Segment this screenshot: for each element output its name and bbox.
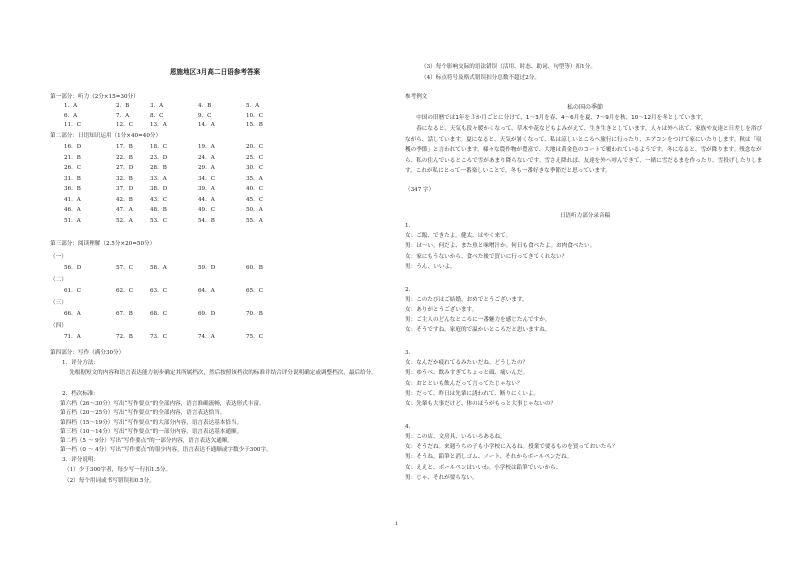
- answer-cell: 13．A: [150, 122, 167, 128]
- answer-cell: 8．C: [150, 112, 164, 119]
- answer-cell: 42．B: [116, 196, 133, 203]
- scoring-note-item: （3）每个影响交际的语法错误（活用、时态、助词、句型等）扣1分。: [421, 64, 596, 70]
- level-standard-item: 第六档（26～30分）写出“写作要点”的全部内容，语言准确流畅，表达形式丰富。: [60, 401, 265, 407]
- answer-cell: 4．B: [198, 103, 212, 109]
- dialogue-number: 1.: [405, 223, 411, 229]
- answer-cell: 74．A: [198, 334, 215, 340]
- answer-cell: 70．B: [246, 311, 263, 317]
- answer-cell: 36．B: [64, 186, 81, 192]
- answer-cell: 54．B: [198, 217, 215, 224]
- page-number: 1: [395, 521, 399, 527]
- answer-cell: 27．D: [116, 165, 134, 171]
- dialogue-line: 男：は～い。何だよ、また魚と味噌汁か。何日も食べたよ。お肉食べたい。: [405, 243, 596, 250]
- answer-cell: 26．C: [64, 165, 81, 171]
- dialogue-line: 女：おとといも飲んだって言ってたじゃない？: [405, 380, 523, 387]
- level-standard-item: 第二档（5 ～ 9分）写出“写作要点”的一部分内容，语言表达欠通顺。: [60, 438, 234, 445]
- answer-cell: 20．C: [246, 144, 263, 150]
- dialogue-line: 男：この店、文房具、いろいろあるね。: [405, 433, 506, 440]
- answer-cell: 45．C: [246, 196, 263, 203]
- answer-cell: 49．C: [198, 207, 215, 213]
- answer-cell: 44．A: [198, 196, 215, 203]
- scoring-note-item: （2）每个用词或书写错误扣0.5分。: [64, 477, 155, 484]
- level-standard-item: 第三档（10～14分）写出“写作要点”的一部分内容，语言表达基本通顺。: [60, 428, 243, 435]
- answer-cell: 63．C: [150, 288, 167, 294]
- answer-cell: 1．A: [64, 103, 78, 109]
- scoring-method-label: 1．评分方法：: [62, 360, 100, 366]
- answer-cell: 15．B: [246, 122, 263, 128]
- dialogue-number: 4.: [405, 423, 411, 430]
- answer-cell: 48．B: [150, 207, 167, 213]
- level-standards-list: [60, 400, 272, 456]
- part1-heading: 第一部分：听力（2分×15=30分）: [50, 94, 139, 100]
- answer-cell: 59．D: [198, 265, 216, 271]
- answer-cell: 12．C: [116, 122, 133, 128]
- scoring-method-text: 先根据短文的内容和语言表达能力初步确定其所属档次，然后按照该档次的标准并结合评分说明确定或调整档次，最后给分。: [69, 370, 377, 376]
- answer-cell: 62．C: [116, 288, 133, 294]
- answer-cell: 32．B: [116, 175, 133, 182]
- essay-word-count: （347 字）: [405, 187, 435, 193]
- answer-cell: 60．B: [246, 265, 263, 271]
- essay-paragraph-1: 中国の旧暦では1年を３か月ごとに分けて、1～3月を春、4～6月を夏、7～9月を秋、10～12月を冬としています。: [416, 115, 707, 121]
- document-title: 恩施地区3月高二日语参考答案: [169, 68, 261, 76]
- dialogue-line: 女：なんだか疲れてるみたいだね。どうしたの？: [405, 360, 529, 367]
- answer-cell: 31．B: [64, 175, 81, 182]
- part4-heading: 第四部分：写作（满分30分）: [50, 350, 125, 356]
- level-standard-item: 第一档（0 ～ 4分）写出“写作要点”的很少内容，语言表达不通顺或字数少于300字。: [60, 447, 272, 454]
- answer-cell: 34．C: [198, 175, 215, 182]
- dialogue-line: 男：ゆうべ、飲みすぎてちょっと頭、痛いんだ。: [405, 370, 529, 377]
- answer-cell: 68．C: [150, 311, 167, 317]
- dialogue-line: 男：うん、いいよ。: [405, 263, 456, 270]
- answer-cell: 73．C: [150, 334, 167, 340]
- answer-cell: 33．A: [150, 175, 167, 182]
- level-standard-label: 2．档次标准：: [62, 391, 100, 397]
- dialogue-line: 男：このたびはご結婚、おめでとうございます。: [405, 296, 528, 303]
- answer-cell: 39．A: [198, 186, 215, 192]
- sample-essay-title: 私の国の季節: [566, 104, 603, 111]
- scoring-note-item: （1）少于300字者，每少写一行扣1.5分。: [64, 467, 172, 473]
- answer-cell: 52．A: [116, 217, 133, 224]
- answer-cell: 37．D: [116, 186, 134, 192]
- answer-cell: 75．C: [246, 334, 263, 340]
- answer-cell: 17．B: [116, 144, 133, 150]
- scoring-notes-continued: [421, 63, 596, 84]
- answer-cell: 25．C: [246, 154, 263, 161]
- answer-cell: 66．A: [64, 311, 81, 317]
- dialogue-line: 女：ええと、ボールペンはいいわ。小学校は鉛筆でいいから。: [405, 464, 562, 471]
- section-label: （三）: [50, 300, 67, 306]
- level-standard-item: 第五档（20～25分）写出“写作要点”的全部内容，语言表达恰当。: [60, 410, 226, 417]
- answer-cell: 30．C: [246, 165, 263, 171]
- answer-cell: 65．C: [246, 288, 263, 294]
- answer-cell: 69．D: [198, 311, 216, 317]
- answer-cell: 18．C: [150, 144, 167, 150]
- answer-cell: 43．C: [150, 196, 167, 203]
- part2-heading: 第二部分：日语知识运用（1分×40=40分）: [50, 133, 162, 139]
- dialogue-line: 男：だって、昨日は先輩に誘われて、断りにくいよ。: [405, 390, 540, 397]
- dialogue-line: 女：そうですね。家庭的で温かいところだと思いますね。: [405, 327, 551, 334]
- answer-cell: 23．D: [150, 154, 168, 161]
- answer-cell: 11．C: [64, 122, 81, 128]
- scoring-notes-label: 3．评分说明：: [62, 457, 100, 463]
- scoring-notes-list: [64, 466, 171, 487]
- answer-cell: 9．C: [198, 112, 212, 119]
- dialogue-line: 男：そうね。鉛筆と消しゴム、ノート、それからボールペンだね。: [405, 454, 573, 461]
- answer-cell: 40．C: [246, 186, 263, 192]
- answer-cell: 50．A: [246, 207, 263, 213]
- essay-paragraph-2: 春になると、天気も段々暖かくなって、草木や花などもよみがえて、生き生きとしています。人々は外へ出て、家族や友達と日差しを浴びながら、話しています。夏になると、天気が暑くなって、私は涼しいところへ旅行に行ったり、エアコンをつけて家にいたりします。秋は「収穫の季節」と言われています。様々な農作物が豊富で、大地は黄金色のコートで覆われているようです。冬になると、雪が降ります。残念ながら、私の住んでいるところで雪があまり降らないです。雪さえ降れば、友達を外へ呼んできて、一緒に雪だるまを作ったり、雪投げしたりします。これが私にとって一番楽しいことで、冬も一番好きな季節だと思っています。: [405, 126, 763, 174]
- dialogue-line: 女：ご飯、できたよ。健太、はやく来て。: [405, 233, 512, 240]
- answer-cell: 3．A: [150, 103, 164, 109]
- answer-cell: 61．C: [64, 288, 81, 294]
- answer-cell: 7．A: [116, 112, 130, 119]
- answer-cell: 14．A: [198, 122, 215, 128]
- answer-cell: 16．D: [64, 144, 82, 150]
- answer-cell: 2．B: [116, 103, 130, 109]
- dialogue-line: 男：ご主人のどんなところに一番魅力を感じたんですか。: [405, 317, 551, 324]
- dialogue-line: 女：そうだね。来週うちの子も小学校に入るね。授業で要るものを買っておいたら？: [405, 444, 618, 451]
- answer-cell: 41．A: [64, 196, 81, 203]
- dialogue-line: 男：じゃ、それが要らない。: [405, 474, 478, 481]
- answer-cell: 64．A: [198, 288, 215, 294]
- answer-cell: 38．D: [150, 186, 168, 192]
- answer-cell: 58．A: [150, 265, 167, 271]
- answer-cell: 29．A: [198, 165, 215, 171]
- answer-cell: 28．B: [150, 165, 167, 171]
- answer-cell: 6．A: [64, 112, 78, 119]
- answer-cell: 56．D: [64, 265, 82, 271]
- dialogue-number: 3.: [405, 350, 411, 356]
- answer-cell: 53．C: [150, 217, 167, 224]
- part3-heading: 第三部分：阅读理解（2.5分×20=50分）: [50, 241, 156, 247]
- section-label: （四）: [50, 323, 67, 329]
- answer-cell: 35．A: [246, 175, 263, 182]
- dialogue-line: 女：ありがとうございます。: [405, 306, 478, 313]
- dialogue-line: 女：家にもうないから、食べた後で買いに行ってきてくれない？: [405, 253, 568, 260]
- answer-cell: 67．B: [116, 311, 133, 317]
- level-standard-item: 第四档（15～19分）写出“写作要点”的大部分内容，语言表达基本恰当。: [60, 419, 243, 426]
- answer-cell: 46．A: [64, 207, 81, 213]
- scoring-note-item: （4）标点符号及格式错误扣分总数不超过2分。: [421, 74, 540, 81]
- listening-script-title: 日语听力部分录音稿: [559, 213, 611, 219]
- answer-cell: 57．C: [116, 265, 133, 271]
- dialogue-line: 女：先輩も大事だけど、体のほうがもっと大事じゃないの？: [405, 401, 557, 407]
- answer-cell: 19．A: [198, 144, 215, 150]
- answer-cell: 55．A: [246, 217, 263, 224]
- answer-cell: 21．B: [64, 154, 81, 161]
- dialogue-number: 2.: [405, 286, 411, 293]
- answer-cell: 24．A: [198, 154, 215, 161]
- answer-cell: 22．B: [116, 154, 133, 161]
- answer-cell: 51．A: [64, 217, 81, 224]
- answer-cell: 72．B: [116, 334, 133, 340]
- answer-cell: 47．A: [116, 207, 133, 213]
- sample-essay-label: 参考例文: [405, 94, 428, 100]
- answer-cell: 10．C: [246, 112, 263, 119]
- section-label: （一）: [50, 254, 67, 260]
- answer-cell: 71．A: [64, 334, 81, 340]
- answer-cell: 5．A: [246, 103, 260, 109]
- section-label: （二）: [50, 277, 67, 283]
